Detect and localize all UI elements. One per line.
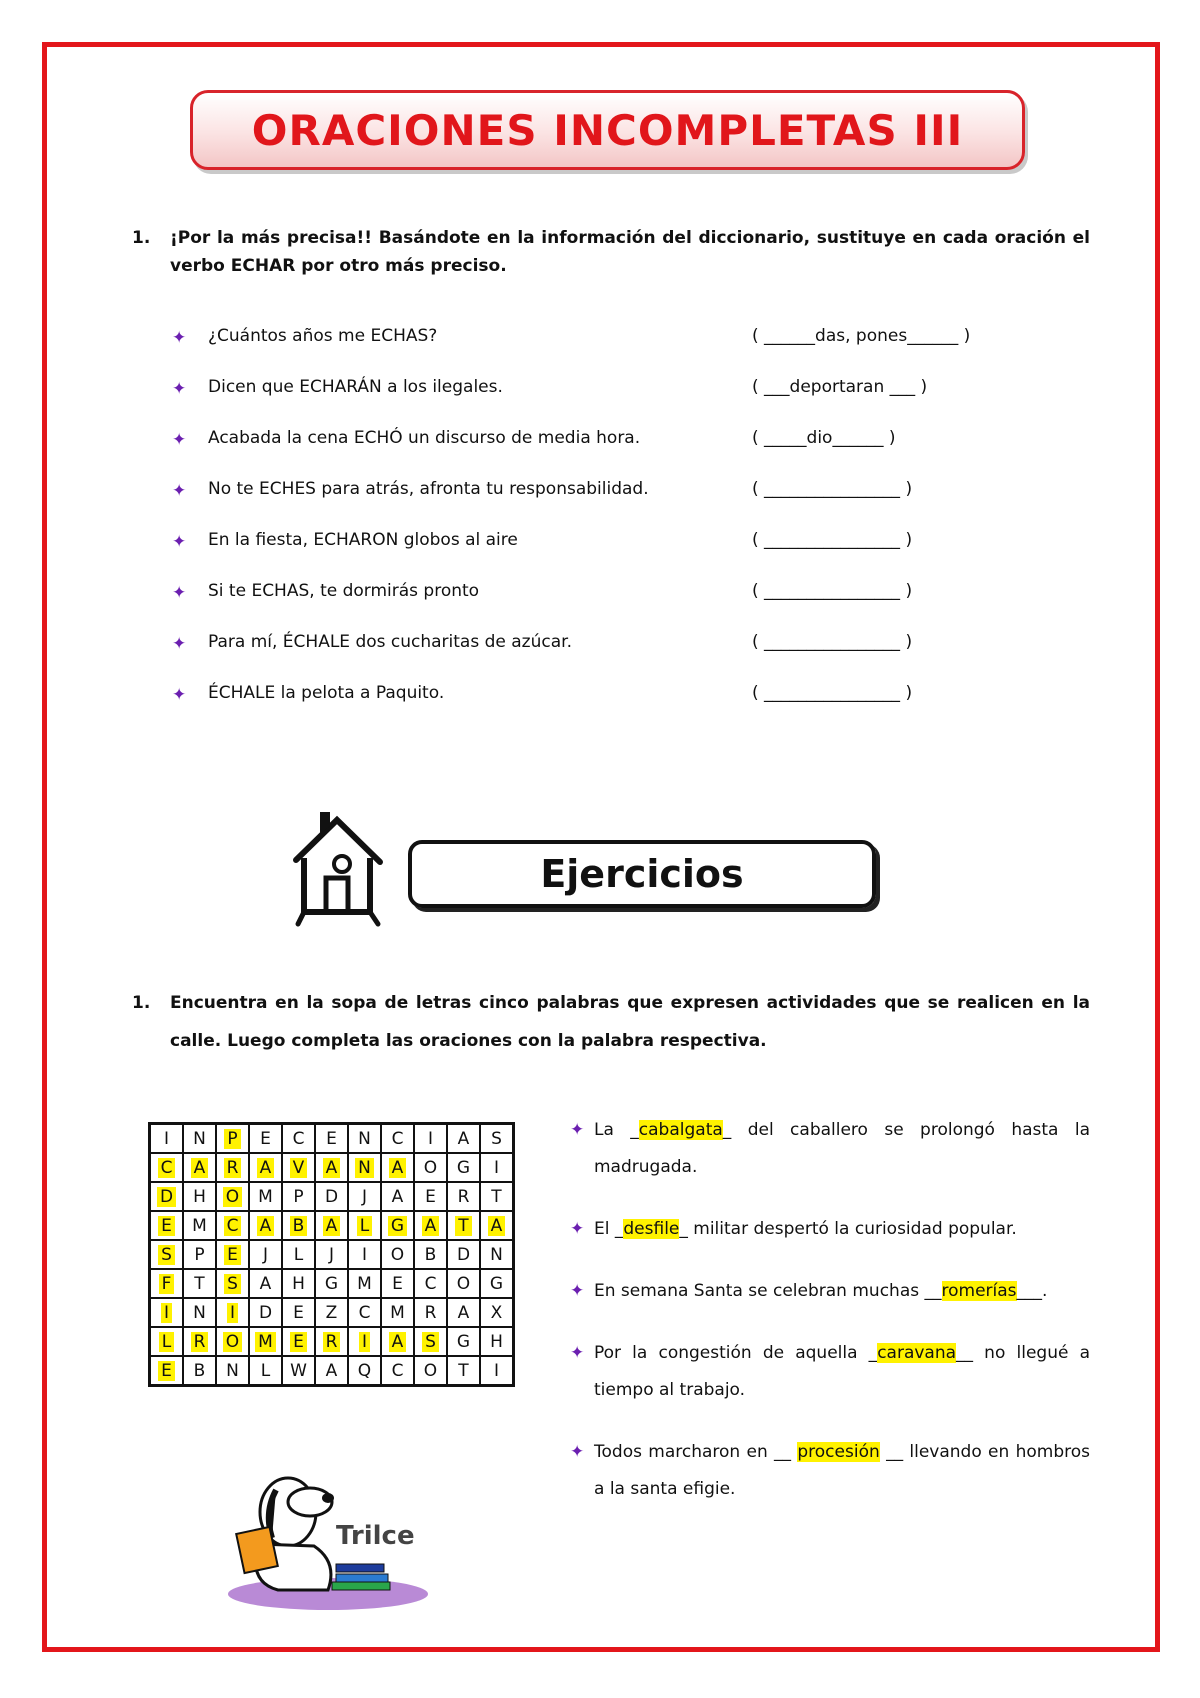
sentence-text xyxy=(594,1211,1090,1248)
grid-cell xyxy=(348,1298,381,1327)
grid-cell xyxy=(183,1153,216,1182)
exercise-item xyxy=(172,581,1032,632)
grid-cell xyxy=(480,1269,514,1298)
grid-letter: T xyxy=(194,1273,205,1294)
grid-cell xyxy=(282,1327,315,1356)
question-number: 1. xyxy=(132,228,151,248)
question-instruction: ¡Por la más precisa!! Basándote en la información del diccionario, sustituye en cada oración el verbo ECHAR por otro más preciso. xyxy=(170,228,1090,276)
grid-cell xyxy=(183,1327,216,1356)
answer-sentence xyxy=(570,1335,1090,1409)
grid-letter: N xyxy=(490,1244,503,1265)
exercise-item xyxy=(172,479,1032,530)
grid-letter: O xyxy=(223,1332,242,1352)
grid-cell xyxy=(381,1153,414,1182)
grid-letter: J xyxy=(361,1186,367,1207)
exercise-answer-blank: ( _____dio______ ) xyxy=(752,428,896,448)
grid-cell xyxy=(381,1269,414,1298)
grid-letter: R xyxy=(191,1332,209,1352)
grid-cell xyxy=(414,1269,447,1298)
grid-letter: A xyxy=(325,1360,338,1381)
grid-letter: A xyxy=(323,1158,341,1178)
grid-cell xyxy=(150,1356,184,1386)
exercise-answer-blank: ( ________________ ) xyxy=(752,683,913,703)
grid-letter: J xyxy=(328,1244,334,1265)
grid-letter: N xyxy=(193,1128,206,1149)
grid-cell xyxy=(315,1124,348,1154)
grid-cell xyxy=(447,1240,480,1269)
grid-cell xyxy=(282,1153,315,1182)
diamond-bullet-icon: ✦ xyxy=(172,328,187,348)
grid-letter: E xyxy=(224,1245,241,1265)
grid-letter: N xyxy=(193,1302,206,1323)
grid-cell xyxy=(249,1269,282,1298)
grid-letter: E xyxy=(293,1302,304,1323)
diamond-bullet-icon: ✦ xyxy=(172,634,187,654)
grid-cell xyxy=(216,1327,249,1356)
snoopy-reading-illustration xyxy=(218,1452,438,1612)
diamond-bullet-icon: ✦ xyxy=(172,532,187,552)
grid-cell xyxy=(315,1240,348,1269)
grid-letter: R xyxy=(224,1158,242,1178)
grid-cell xyxy=(447,1269,480,1298)
grid-cell xyxy=(150,1298,184,1327)
grid-cell xyxy=(381,1356,414,1386)
grid-letter: I xyxy=(359,1332,370,1352)
grid-cell xyxy=(480,1356,514,1386)
answer-sentence xyxy=(570,1211,1090,1248)
grid-cell xyxy=(183,1240,216,1269)
grid-letter: A xyxy=(488,1216,506,1236)
diamond-bullet-icon: ✦ xyxy=(570,1281,585,1301)
grid-cell xyxy=(447,1153,480,1182)
grid-cell xyxy=(315,1327,348,1356)
grid-letter: L xyxy=(260,1360,271,1381)
grid-letter: D xyxy=(456,1244,471,1265)
grid-letter: X xyxy=(490,1302,503,1323)
grid-letter: E xyxy=(260,1128,271,1149)
grid-cell xyxy=(381,1298,414,1327)
grid-cell xyxy=(282,1269,315,1298)
grid-cell xyxy=(414,1327,447,1356)
grid-letter: O xyxy=(423,1157,438,1178)
grid-letter: C xyxy=(224,1216,242,1236)
exercise-answer-blank: ( ___deportaran ___ ) xyxy=(752,377,928,397)
grid-letter: M xyxy=(357,1273,372,1294)
grid-letter: P xyxy=(224,1129,240,1149)
grid-letter: I xyxy=(493,1157,499,1178)
grid-cell xyxy=(150,1240,184,1269)
grid-letter: N xyxy=(226,1360,239,1381)
grid-cell xyxy=(414,1182,447,1211)
grid-letter: J xyxy=(262,1244,268,1265)
grid-letter: F xyxy=(159,1274,175,1294)
grid-letter: R xyxy=(323,1332,341,1352)
grid-letter: L xyxy=(293,1244,304,1265)
grid-letter: L xyxy=(357,1216,372,1236)
grid-cell xyxy=(150,1269,184,1298)
grid-letter: L xyxy=(159,1332,174,1352)
grid-letter: A xyxy=(191,1158,209,1178)
grid-letter: C xyxy=(391,1360,404,1381)
grid-letter: D xyxy=(258,1302,273,1323)
grid-letter: S xyxy=(491,1128,502,1149)
grid-letter: G xyxy=(456,1157,471,1178)
grid-cell xyxy=(480,1211,514,1240)
grid-cell xyxy=(282,1298,315,1327)
grid-cell xyxy=(414,1211,447,1240)
exercise-answer-blank: ( ________________ ) xyxy=(752,581,913,601)
grid-cell xyxy=(447,1211,480,1240)
grid-cell xyxy=(216,1240,249,1269)
word-search-grid xyxy=(148,1122,515,1387)
grid-letter: A xyxy=(259,1273,272,1294)
grid-row xyxy=(150,1124,514,1154)
grid-cell xyxy=(183,1269,216,1298)
question-2 xyxy=(132,984,1090,1060)
grid-cell xyxy=(150,1182,184,1211)
house-icon xyxy=(282,808,392,928)
grid-cell xyxy=(216,1182,249,1211)
grid-cell xyxy=(315,1182,348,1211)
exercise-item xyxy=(172,683,1032,734)
grid-cell xyxy=(381,1124,414,1154)
sentence-text xyxy=(594,1335,1090,1409)
highlighted-answer-word: procesión xyxy=(797,1442,880,1462)
grid-letter: Q xyxy=(357,1360,372,1381)
sentence-after: ___. xyxy=(1016,1281,1048,1301)
grid-letter: M xyxy=(258,1186,273,1207)
grid-letter: I xyxy=(493,1360,499,1381)
grid-cell xyxy=(249,1124,282,1154)
grid-cell xyxy=(183,1356,216,1386)
grid-letter: G xyxy=(489,1273,504,1294)
grid-cell xyxy=(348,1153,381,1182)
grid-cell xyxy=(216,1298,249,1327)
grid-letter: T xyxy=(455,1216,471,1236)
grid-cell xyxy=(348,1182,381,1211)
grid-cell xyxy=(249,1327,282,1356)
grid-letter: W xyxy=(290,1360,307,1381)
diamond-bullet-icon: ✦ xyxy=(570,1442,585,1462)
grid-letter: N xyxy=(358,1128,371,1149)
grid-letter: S xyxy=(422,1332,439,1352)
grid-row xyxy=(150,1298,514,1327)
grid-letter: V xyxy=(290,1158,308,1178)
grid-cell xyxy=(249,1356,282,1386)
grid-cell xyxy=(348,1356,381,1386)
grid-letter: I xyxy=(361,1244,367,1265)
grid-letter: N xyxy=(355,1158,374,1178)
grid-cell xyxy=(348,1211,381,1240)
diamond-bullet-icon: ✦ xyxy=(570,1343,585,1363)
grid-cell xyxy=(183,1211,216,1240)
grid-letter: I xyxy=(227,1303,238,1323)
grid-cell xyxy=(315,1211,348,1240)
grid-letter: C xyxy=(158,1158,176,1178)
grid-row xyxy=(150,1240,514,1269)
grid-row xyxy=(150,1269,514,1298)
diamond-bullet-icon: ✦ xyxy=(570,1219,585,1239)
highlighted-answer-word: cabalgata xyxy=(638,1120,723,1140)
grid-letter: B xyxy=(193,1360,206,1381)
grid-cell xyxy=(414,1153,447,1182)
grid-cell xyxy=(315,1298,348,1327)
grid-letter: S xyxy=(158,1245,175,1265)
grid-letter: A xyxy=(457,1128,470,1149)
grid-letter: C xyxy=(391,1128,404,1149)
grid-cell xyxy=(150,1211,184,1240)
grid-cell xyxy=(414,1124,447,1154)
grid-letter: R xyxy=(457,1186,470,1207)
grid-cell xyxy=(216,1124,249,1154)
grid-letter: E xyxy=(425,1186,436,1207)
grid-cell xyxy=(183,1182,216,1211)
grid-cell xyxy=(315,1153,348,1182)
grid-letter: G xyxy=(324,1273,339,1294)
sentence-before: Por la congestión de aquella _ xyxy=(594,1343,878,1363)
answer-sentence xyxy=(570,1112,1090,1186)
trilce-logo-text: Trilce xyxy=(336,1521,415,1551)
grid-row xyxy=(150,1327,514,1356)
grid-letter: G xyxy=(456,1331,471,1352)
diamond-bullet-icon: ✦ xyxy=(172,430,187,450)
grid-row xyxy=(150,1356,514,1386)
grid-cell xyxy=(447,1182,480,1211)
grid-cell xyxy=(249,1240,282,1269)
answer-sentence xyxy=(570,1273,1090,1310)
exercise-sentence: Acabada la cena ECHÓ un discurso de media hora. xyxy=(208,428,641,448)
exercise-item xyxy=(172,632,1032,683)
grid-letter: G xyxy=(388,1216,407,1236)
grid-letter: C xyxy=(358,1302,371,1323)
answer-sentence xyxy=(570,1434,1090,1508)
page-title: ORACIONES INCOMPLETAS III xyxy=(251,105,964,155)
grid-cell xyxy=(282,1182,315,1211)
grid-cell xyxy=(216,1153,249,1182)
grid-letter: M xyxy=(192,1215,207,1236)
grid-cell xyxy=(150,1124,184,1154)
grid-letter: O xyxy=(223,1187,242,1207)
grid-letter: D xyxy=(324,1186,339,1207)
exercise-item xyxy=(172,530,1032,581)
grid-letter: A xyxy=(257,1158,275,1178)
grid-cell xyxy=(381,1182,414,1211)
grid-cell xyxy=(480,1182,514,1211)
grid-cell xyxy=(447,1356,480,1386)
grid-letter: B xyxy=(424,1244,437,1265)
grid-letter: E xyxy=(158,1216,175,1236)
exercise-answer-blank: ( ______das, pones______ ) xyxy=(752,326,971,346)
grid-letter: C xyxy=(424,1273,437,1294)
grid-cell xyxy=(249,1298,282,1327)
grid-letter: H xyxy=(490,1331,503,1352)
grid-cell xyxy=(249,1182,282,1211)
diamond-bullet-icon: ✦ xyxy=(172,481,187,501)
exercises-label: Ejercicios xyxy=(540,852,744,896)
diamond-bullet-icon: ✦ xyxy=(570,1120,585,1140)
grid-cell xyxy=(447,1124,480,1154)
grid-cell xyxy=(216,1211,249,1240)
grid-letter: O xyxy=(423,1360,438,1381)
highlighted-answer-word: romerías xyxy=(941,1281,1017,1301)
grid-cell xyxy=(150,1327,184,1356)
sentence-text xyxy=(594,1112,1090,1186)
grid-letter: A xyxy=(323,1216,341,1236)
grid-letter: O xyxy=(390,1244,405,1265)
grid-cell xyxy=(480,1124,514,1154)
grid-letter: M xyxy=(255,1332,276,1352)
sentence-after: __ no llegué a tiempo al trabajo. xyxy=(594,1343,1091,1400)
answer-sentences xyxy=(570,1112,1090,1533)
grid-letter: D xyxy=(157,1187,176,1207)
highlighted-answer-word: desfile xyxy=(623,1219,680,1239)
diamond-bullet-icon: ✦ xyxy=(172,583,187,603)
sentence-text xyxy=(594,1273,1090,1310)
grid-cell xyxy=(414,1298,447,1327)
grid-cell xyxy=(447,1298,480,1327)
exercise-sentence: ¿Cuántos años me ECHAS? xyxy=(208,326,438,346)
grid-letter: I xyxy=(427,1128,433,1149)
exercise-list xyxy=(172,326,1032,734)
sentence-text xyxy=(594,1434,1090,1508)
grid-letter: O xyxy=(456,1273,471,1294)
grid-letter: A xyxy=(457,1302,470,1323)
grid-letter: C xyxy=(292,1128,305,1149)
grid-row xyxy=(150,1182,514,1211)
grid-letter: M xyxy=(390,1302,405,1323)
exercises-banner xyxy=(408,840,876,908)
grid-letter: B xyxy=(290,1216,308,1236)
grid-letter: E xyxy=(326,1128,337,1149)
grid-cell xyxy=(480,1153,514,1182)
grid-cell xyxy=(381,1327,414,1356)
exercise-answer-blank: ( ________________ ) xyxy=(752,479,913,499)
grid-cell xyxy=(348,1327,381,1356)
grid-letter: Z xyxy=(325,1302,338,1323)
grid-letter: A xyxy=(422,1216,440,1236)
grid-letter: I xyxy=(163,1128,169,1149)
diamond-bullet-icon: ✦ xyxy=(172,685,187,705)
grid-letter: A xyxy=(389,1158,407,1178)
exercise-answer-blank: ( ________________ ) xyxy=(752,530,913,550)
grid-letter: E xyxy=(290,1332,307,1352)
diamond-bullet-icon: ✦ xyxy=(172,379,187,399)
exercise-item xyxy=(172,326,1032,377)
sentence-after: _ militar despertó la curiosidad popular. xyxy=(679,1219,1017,1239)
grid-cell xyxy=(447,1327,480,1356)
sentence-before: La _ xyxy=(594,1120,639,1140)
grid-letter: A xyxy=(257,1216,275,1236)
grid-cell xyxy=(282,1124,315,1154)
grid-cell xyxy=(414,1240,447,1269)
exercise-sentence: Dicen que ECHARÁN a los ilegales. xyxy=(208,377,503,397)
grid-letter: H xyxy=(193,1186,206,1207)
sentence-after: _ del caballero se prolongó hasta la madrugada. xyxy=(594,1120,1091,1177)
grid-cell xyxy=(480,1240,514,1269)
exercise-sentence: ÉCHALE la pelota a Paquito. xyxy=(208,683,445,703)
grid-letter: T xyxy=(491,1186,502,1207)
grid-cell xyxy=(480,1327,514,1356)
grid-cell xyxy=(216,1356,249,1386)
grid-cell xyxy=(348,1240,381,1269)
grid-cell xyxy=(348,1269,381,1298)
exercise-answer-blank: ( ________________ ) xyxy=(752,632,913,652)
question-number: 1. xyxy=(132,993,151,1013)
grid-cell xyxy=(381,1211,414,1240)
grid-cell xyxy=(348,1124,381,1154)
question-1 xyxy=(132,224,1090,280)
question-instruction: Encuentra en la sopa de letras cinco palabras que expresen actividades que se realicen en la calle. Luego completa las oraciones con la palabra respectiva. xyxy=(170,993,1090,1051)
exercise-item xyxy=(172,428,1032,479)
title-banner xyxy=(190,90,1025,170)
exercise-sentence: Si te ECHAS, te dormirás pronto xyxy=(208,581,480,601)
sentence-after: __ llevando en hombros a la santa efigie. xyxy=(594,1442,1090,1499)
grid-cell xyxy=(282,1211,315,1240)
highlighted-answer-word: caravana xyxy=(877,1343,957,1363)
sentence-before: Todos marcharon en __ xyxy=(594,1442,798,1462)
grid-cell xyxy=(183,1298,216,1327)
sentence-before: En semana Santa se celebran muchas __ xyxy=(594,1281,942,1301)
grid-cell xyxy=(414,1356,447,1386)
grid-letter: H xyxy=(292,1273,305,1294)
grid-letter: I xyxy=(161,1303,172,1323)
exercise-sentence: No te ECHES para atrás, afronta tu responsabilidad. xyxy=(208,479,649,499)
grid-letter: E xyxy=(392,1273,403,1294)
grid-cell xyxy=(216,1269,249,1298)
grid-cell xyxy=(249,1211,282,1240)
grid-cell xyxy=(315,1269,348,1298)
grid-cell xyxy=(150,1153,184,1182)
grid-letter: A xyxy=(389,1332,407,1352)
grid-letter: P xyxy=(194,1244,205,1265)
grid-row xyxy=(150,1153,514,1182)
grid-letter: S xyxy=(224,1274,241,1294)
grid-letter: P xyxy=(293,1186,304,1207)
grid-cell xyxy=(249,1153,282,1182)
grid-cell xyxy=(282,1240,315,1269)
grid-cell xyxy=(480,1298,514,1327)
sentence-before: El _ xyxy=(594,1219,624,1239)
grid-letter: E xyxy=(158,1361,175,1381)
exercise-sentence: En la fiesta, ECHARON globos al aire xyxy=(208,530,518,550)
grid-cell xyxy=(381,1240,414,1269)
grid-letter: T xyxy=(458,1360,469,1381)
grid-cell xyxy=(315,1356,348,1386)
exercise-sentence: Para mí, ÉCHALE dos cucharitas de azúcar. xyxy=(208,632,572,652)
grid-cell xyxy=(183,1124,216,1154)
grid-row xyxy=(150,1211,514,1240)
grid-letter: A xyxy=(391,1186,404,1207)
grid-letter: R xyxy=(424,1302,437,1323)
grid-cell xyxy=(282,1356,315,1386)
exercise-item xyxy=(172,377,1032,428)
